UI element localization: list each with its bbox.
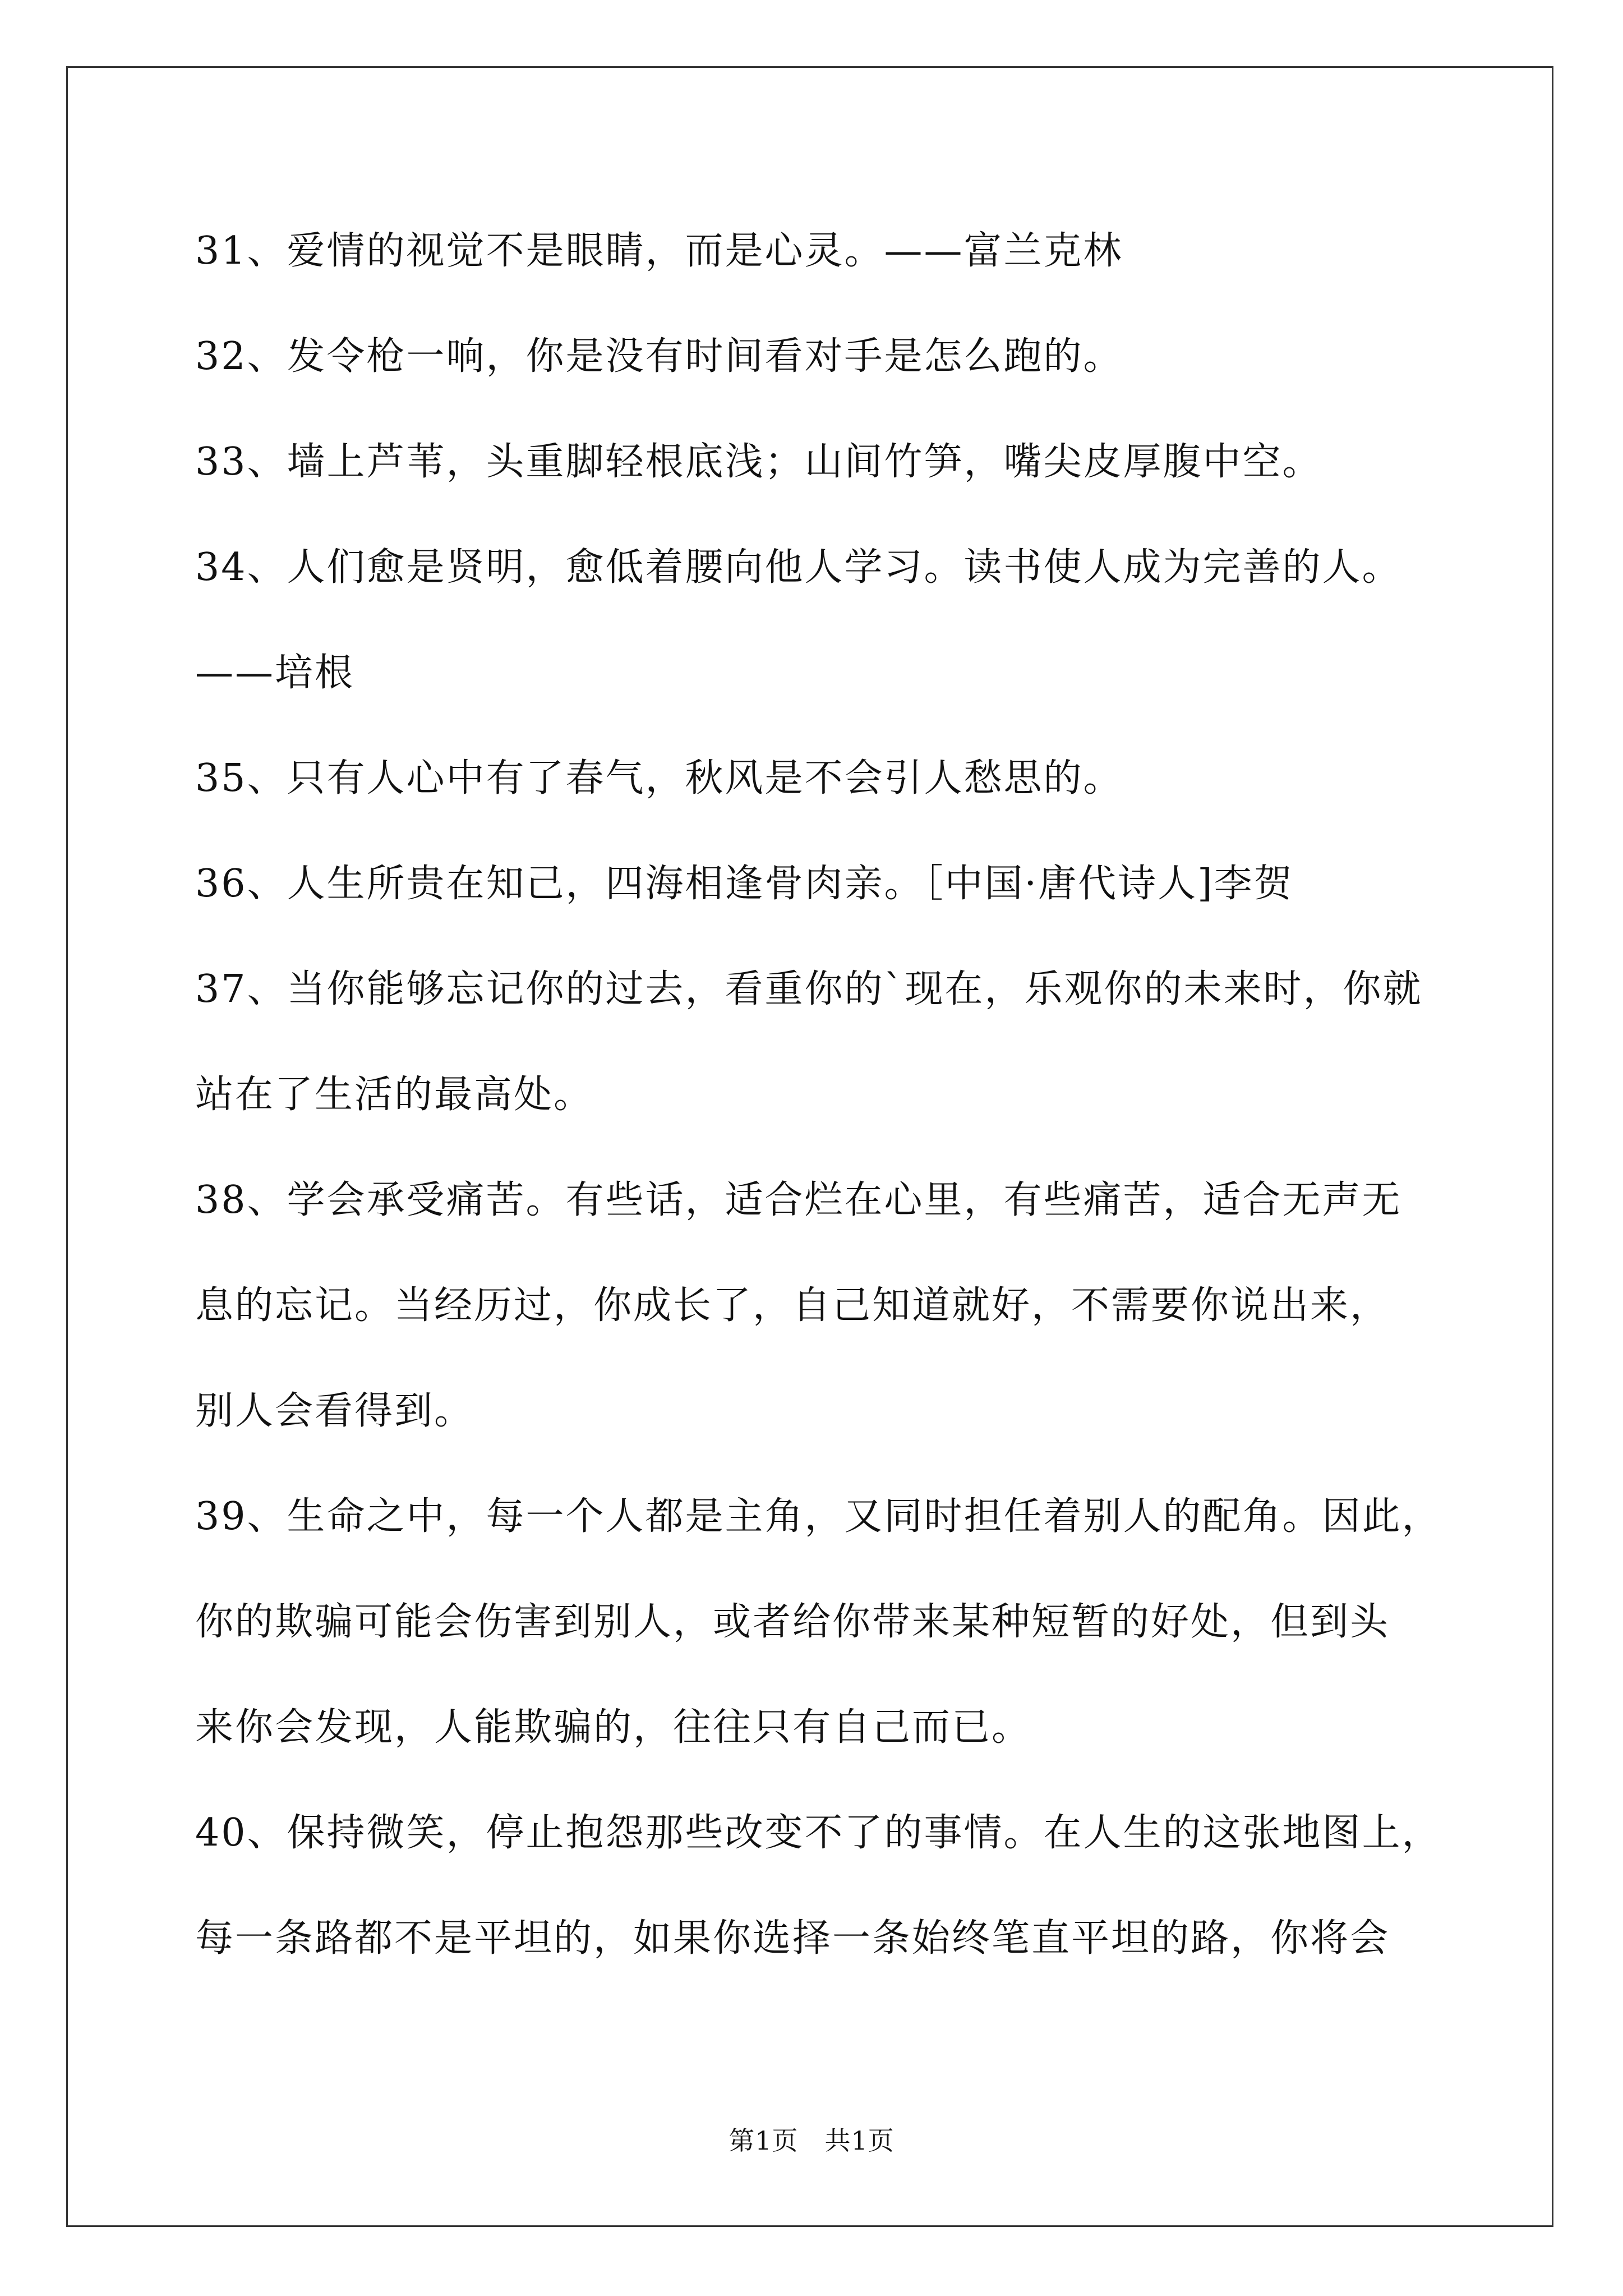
text-line-7: 36、人生所贵在知己，四海相逢骨肉亲。［中国·唐代诗人]李贺 — [195, 862, 1294, 906]
text-line-14: 你的欺骗可能会伤害到别人，或者给你带来某种短暂的好处，但到头 — [195, 1600, 1390, 1644]
text-line-16: 40、保持微笑，停止抱怨那些改变不了的事情。在人生的这张地图上， — [195, 1811, 1442, 1855]
text-line-13: 39、生命之中，每一个人都是主角，又同时担任着别人的配角。因此， — [195, 1494, 1442, 1539]
text-line-6: 35、只有人心中有了春气，秋风是不会引人愁思的。 — [195, 756, 1123, 800]
text-line-11: 息的忘记。当经历过，你成长了，自己知道就好，不需要你说出来， — [195, 1283, 1390, 1328]
text-line-8: 37、当你能够忘记你的过去，看重你的`现在，乐观你的未来时，你就 — [195, 967, 1423, 1011]
page-footer — [0, 2124, 1623, 2157]
text-line-15: 来你会发现，人能欺骗的，往往只有自己而已。 — [195, 1705, 1032, 1750]
text-line-4: 34、人们愈是贤明，愈低着腰向他人学习。读书使人成为完善的人。 — [195, 545, 1402, 590]
document-body — [195, 220, 1463, 2013]
page-number: 第1页 共1页 — [728, 2125, 895, 2156]
text-line-10: 38、学会承受痛苦。有些话，适合烂在心里，有些痛苦，适合无声无 — [195, 1178, 1402, 1222]
text-line-2: 32、发令枪一响，你是没有时间看对手是怎么跑的。 — [195, 334, 1123, 379]
text-line-9: 站在了生活的最高处。 — [195, 1073, 594, 1117]
text-line-1: 31、爱情的视觉不是眼睛，而是心灵。——富兰克林 — [195, 229, 1123, 273]
text-line-3: 33、墙上芦苇，头重脚轻根底浅；山间竹笋，嘴尖皮厚腹中空。 — [195, 440, 1322, 484]
text-line-5: ——培根 — [195, 651, 355, 695]
text-line-12: 别人会看得到。 — [195, 1389, 474, 1433]
text-line-17: 每一条路都不是平坦的，如果你选择一条始终笔直平坦的路，你将会 — [195, 1916, 1390, 1961]
